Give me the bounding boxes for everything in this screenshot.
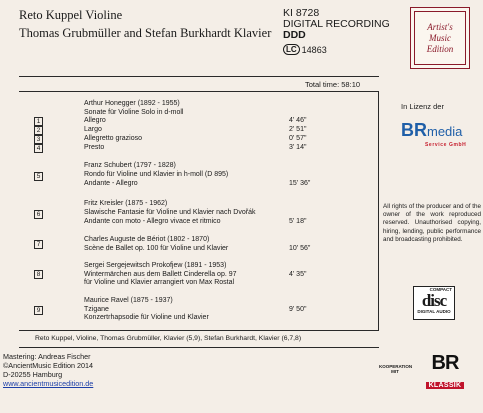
label-code (283, 41, 327, 59)
copyright-notice: ©AncientMusic Edition 2014 (3, 361, 93, 370)
disc-wordmark: disc (421, 291, 447, 310)
track-number: 2 (34, 126, 43, 135)
website-link[interactable]: www.ancientmusicedition.de (3, 379, 94, 388)
track-number: 3 (34, 135, 43, 144)
ddd-label: DDD (283, 29, 306, 41)
track-number: 1 (34, 117, 43, 126)
top-rule (19, 76, 379, 77)
digital-recording-label: DIGITAL RECORDING (283, 18, 390, 30)
track-title: Presto (84, 144, 105, 151)
tracklist-right-rule (378, 91, 379, 330)
track-title: Wintermärchen aus dem Ballett Cinderella op. 97 (84, 270, 237, 278)
track-duration: 15' 36" (289, 180, 311, 187)
catalog-number: KI 8728 (283, 7, 320, 19)
composer-beriot: Charles Auguste de Bériot (1802 - 1870) (84, 236, 210, 243)
performer-credits: Reto Kuppel, Violine, Thomas Grubmüller, Klavier (5,9), Stefan Burkhardt, Klavier (6,7,8) (35, 335, 302, 342)
track-title: Largo (84, 126, 102, 133)
logo-line-3: Edition (426, 43, 454, 54)
klassik-badge: KLASSIK (426, 382, 465, 389)
composer-kreisler: Fritz Kreisler (1875 - 1962) (84, 200, 168, 207)
track-title: Andante - Allegro (84, 180, 138, 187)
track-number: 7 (34, 240, 43, 249)
track-subtitle: Konzertrhapsodie für Violine und Klavier (84, 314, 209, 321)
composer-prokofjew: Sergei Sergejewitsch Prokofjew (1891 - 1953) (84, 262, 227, 269)
artists-music-edition-logo (410, 7, 470, 69)
tracklist-top-rule (19, 91, 379, 92)
br-media-wordmark: media (427, 124, 463, 139)
compact-disc-logo (413, 286, 455, 320)
track-duration: 9' 50" (289, 305, 307, 313)
track-duration: 4' 35" (289, 270, 307, 278)
track-title: Allegretto grazioso (84, 135, 142, 142)
track-duration: 4' 46" (289, 117, 307, 124)
track-number: 9 (34, 306, 43, 315)
artist-pianists: Thomas Grubmüller and Stefan Burkhardt Klavier (19, 26, 272, 40)
work-honegger: Sonate für Violine Solo in d-moll (84, 108, 184, 116)
logo-line-2: Music (429, 32, 451, 43)
track-duration: 0' 57" (289, 135, 307, 142)
track-duration: 10' 56" (289, 244, 311, 252)
track-number: 5 (34, 172, 43, 181)
track-number: 6 (34, 210, 43, 219)
work-schubert: Rondo für Violine und Klavier in h-moll (D 895) (84, 170, 229, 178)
track-subtitle: für Violine und Klavier arrangiert von Max Rostal (84, 279, 235, 286)
composer-schubert: Franz Schubert (1797 - 1828) (84, 162, 176, 169)
track-title: Scène de Ballet op. 100 für Violine und Klavier (84, 244, 229, 252)
track-number: 8 (34, 270, 43, 279)
address: D-20255 Hamburg (3, 370, 63, 379)
lc-logo-icon: LC (283, 44, 300, 55)
cooperation-line-2: MIT (391, 369, 399, 374)
cooperation-line-1: KOOPERATION (379, 364, 413, 369)
label-code-number: 14863 (301, 44, 327, 55)
compact-disc-top: COMPACT (429, 287, 452, 292)
artist-violin: Reto Kuppel Violine (19, 8, 123, 22)
br-media-subtitle: Service GmbH (425, 142, 467, 148)
composer-ravel: Maurice Ravel (1875 - 1937) (84, 297, 173, 304)
logo-line-1: Artist's (427, 21, 453, 32)
br-media-logo (401, 121, 477, 148)
work-kreisler: Slawische Fantasie für Violine und Klavier nach Dvořák (84, 208, 256, 216)
track-duration: 3' 14" (289, 144, 307, 151)
track-title: Tzigane (84, 305, 109, 313)
track-title: Allegro (84, 117, 106, 124)
br-logo-icon: BR (401, 120, 427, 140)
compact-disc-bottom: DIGITAL AUDIO (417, 309, 451, 314)
track-title: Andante con moto - Allegro vivace et ritmico (84, 218, 221, 225)
br-klassik-logo (417, 353, 473, 392)
track-duration: 2' 51" (289, 126, 307, 133)
cooperation-label (379, 364, 411, 374)
tracklist-bottom-rule (19, 330, 379, 331)
credits-bottom-rule (19, 347, 379, 348)
br-icon: BR (431, 352, 459, 374)
rights-notice: All rights of the producer and of the owner of the work reproduced reserved. Unauthorised copying, hiring, lending, public performance and broadcasting prohibited. (383, 203, 482, 243)
mastering-credit: Mastering: Andreas Fischer (3, 352, 91, 361)
track-number: 4 (34, 144, 43, 153)
composer-honegger: Arthur Honegger (1892 - 1955) (84, 100, 180, 107)
licence-text: In Lizenz der (401, 102, 444, 111)
track-duration: 5' 18" (289, 218, 307, 225)
total-time: Total time: 58:10 (305, 80, 361, 89)
